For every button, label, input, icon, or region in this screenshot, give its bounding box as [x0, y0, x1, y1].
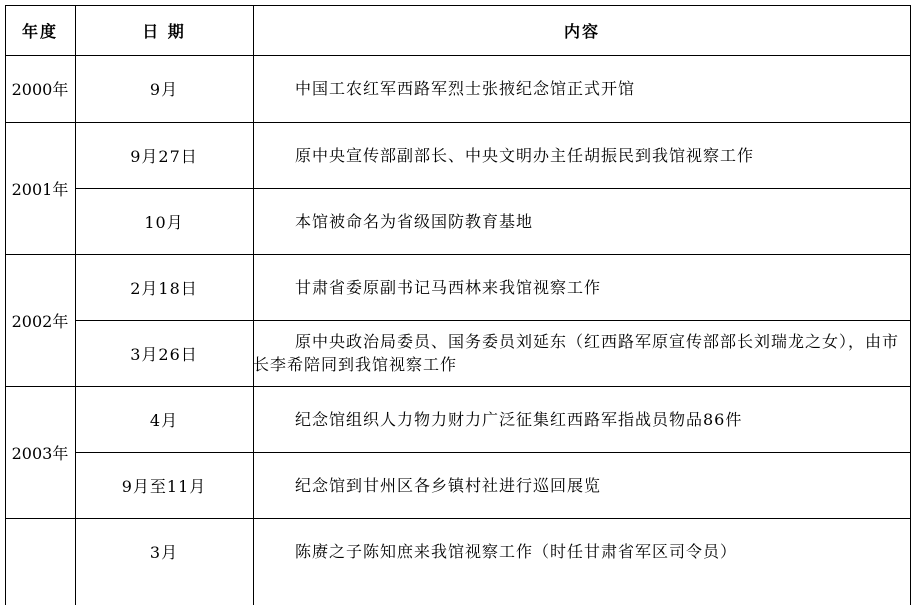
- content-cell: [253, 55, 909, 122]
- year-cell: 2000年: [11, 80, 69, 99]
- timeline-table: [5, 5, 911, 605]
- header-content: 内容: [563, 21, 600, 41]
- content-text: 甘肃省委原副书记马西林来我馆视察工作: [295, 277, 602, 297]
- content-text: 纪念馆到甘州区各乡镇村社进行巡回展览: [295, 475, 602, 495]
- date-cell: 10月: [144, 212, 184, 232]
- table-border-right: [910, 5, 911, 605]
- date-cell: 2月18日: [130, 278, 198, 298]
- content-text: 中国工农红军西路军烈士张掖纪念馆正式开馆: [295, 79, 636, 98]
- content-text: 原中央政治局委员、国务委员刘延东（红西路军原宣传部部长刘瑞龙之女），由市长李希陪同到我馆视察工作: [253, 332, 900, 374]
- content-cell: [253, 122, 909, 188]
- year-cell: [5, 518, 75, 605]
- year-cell: 2002年: [11, 311, 69, 331]
- year-cell: 2001年: [11, 179, 69, 199]
- content-cell: [253, 320, 909, 386]
- date-cell: 3月: [149, 542, 179, 562]
- content-cell: [253, 254, 909, 320]
- content-cell: [253, 452, 909, 518]
- content-cell: [253, 188, 909, 254]
- content-text: 原中央宣传部副部长、中央文明办主任胡振民到我馆视察工作: [295, 145, 755, 165]
- header-year: 年度: [21, 21, 58, 41]
- content-cell: [253, 518, 909, 584]
- year-cell: 2003年: [11, 443, 69, 463]
- content-text: 本馆被命名为省级国防教育基地: [295, 211, 534, 231]
- date-cell: 4月: [149, 410, 179, 430]
- date-cell: 9月27日: [130, 146, 198, 166]
- date-cell: 9月至11月: [121, 476, 207, 496]
- header-date: 日 期: [142, 21, 186, 41]
- content-text: 陈赓之子陈知庶来我馆视察工作（时任甘肃省军区司令员）: [295, 541, 738, 561]
- date-cell: 3月26日: [130, 344, 198, 364]
- content-cell: [253, 386, 909, 452]
- date-cell: 9月: [149, 80, 179, 99]
- content-text: 纪念馆组织人力物力财力广泛征集红西路军指战员物品86件: [295, 409, 743, 429]
